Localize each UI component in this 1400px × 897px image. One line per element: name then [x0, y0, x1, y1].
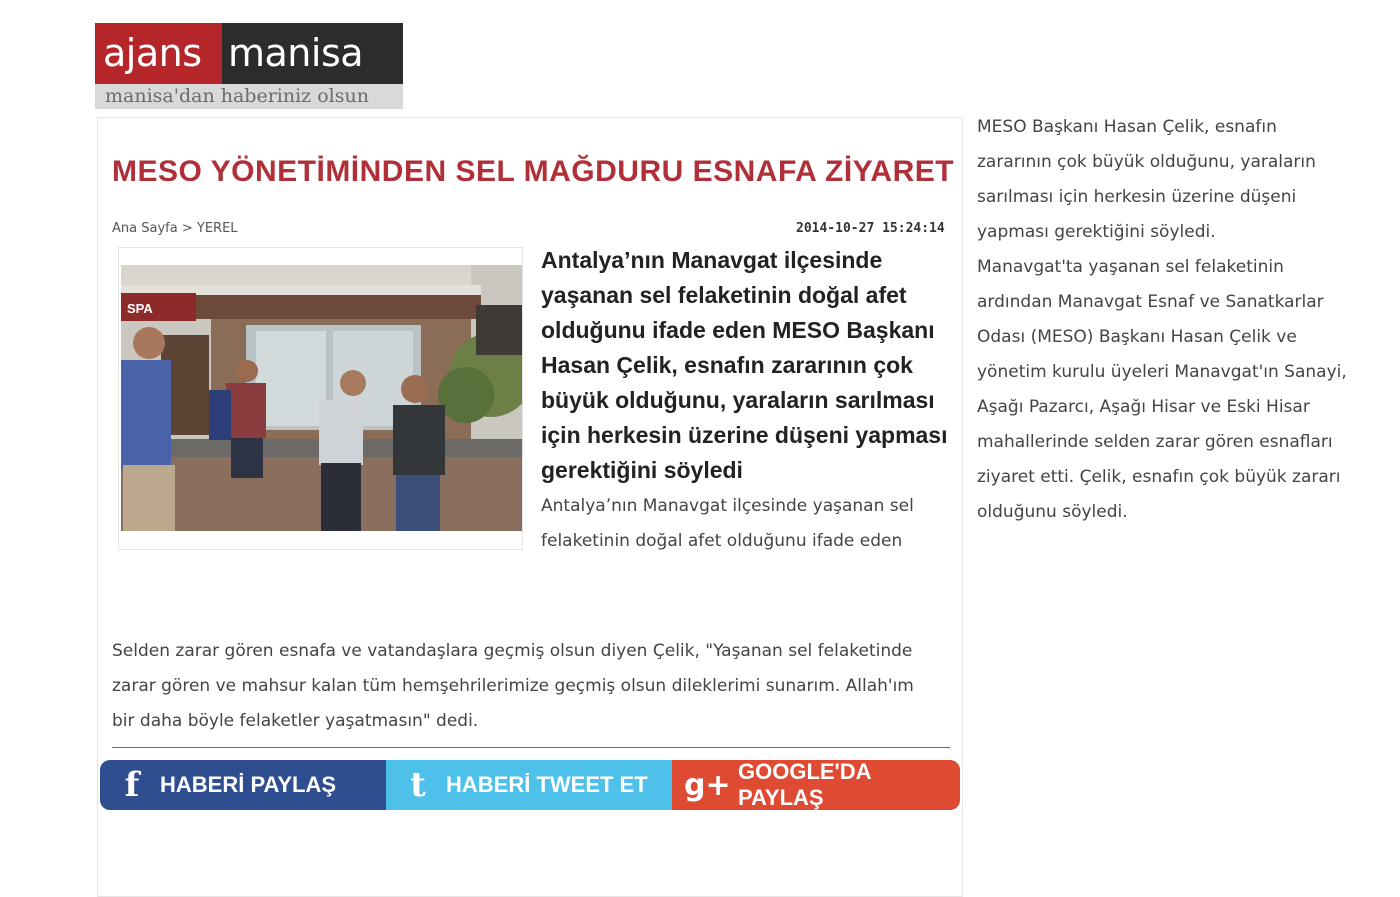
facebook-share-label: HABERİ PAYLAŞ [160, 772, 337, 797]
logo-wordmark [95, 23, 403, 84]
google-plus-icon: g+ [684, 767, 731, 803]
google-share-button[interactable] [672, 760, 960, 810]
article-title: MESO YÖNETİMİNDEN SEL MAĞDURU ESNAFA ZİYARET [112, 155, 955, 188]
article-photo-illustration [121, 265, 522, 531]
twitter-share-label: HABERİ TWEET ET [446, 772, 648, 797]
sidebar-paragraph-2: Manavgat'ta yaşanan sel felaketinin ardından Manavgat Esnaf ve Sanatkarlar Odası (MESO) Başkanı Hasan Çelik ve yönetim kurulu üyeleri Manavgat'ın Sanayi, Aşağı Pazarcı, Aşağı Hisar ve Eski Hisar mahallerinde selden zarar gören esnafları ziyaret etti. Çelik, esnafın çok büyük zararı olduğunu söyledi. [977, 257, 1347, 522]
article-datetime: 2014-10-27 15:24:14 [796, 221, 945, 236]
logo-tagline: manisa'dan haberiniz olsun [95, 84, 403, 109]
site-logo[interactable] [95, 23, 403, 109]
article-lead-body: Antalya’nın Manavgat ilçesinde yaşanan sel felaketinin doğal afet olduğunu ifade eden [541, 496, 914, 551]
sidebar-paragraph-1: MESO Başkanı Hasan Çelik, esnafın zararının çok büyük olduğunu, yaraların sarılması için herkesin üzerine düşeni yapması gerektiğini söyledi. [977, 117, 1316, 242]
twitter-share-button[interactable] [386, 760, 672, 810]
facebook-icon: f [124, 765, 140, 805]
article-photo-frame [118, 247, 523, 550]
photo-shop-sign: SPA [127, 301, 153, 316]
google-share-label: GOOGLE'DA PAYLAŞ [738, 759, 871, 810]
breadcrumb-separator: > [181, 221, 193, 236]
article-body-paragraph: Selden zarar gören esnafa ve vatandaşlara geçmiş olsun diyen Çelik, "Yaşanan sel felaketinde zarar gören ve mahsur kalan tüm hemşehrilerimize geçmiş olsun dileklerimi sunarım. Allah'ım bir daha böyle felaketler yaşatmasın" dedi. [112, 641, 914, 731]
logo-part-ajans: ajans [95, 23, 222, 84]
article-divider [112, 747, 950, 748]
article-lead: Antalya’nın Manavgat ilçesinde yaşanan sel felaketinin doğal afet olduğunu ifade eden MESO Başkanı Hasan Çelik, esnafın zararının çok büyük olduğunu, yaraların sarılması için herkesin üzerine düşeni yapması gerektiğini söyledi [541, 247, 948, 483]
logo-part-manisa: manisa [222, 23, 403, 84]
twitter-icon: t [410, 765, 426, 805]
breadcrumb-category-link[interactable]: YEREL [196, 221, 238, 236]
facebook-share-button[interactable] [100, 760, 386, 810]
breadcrumb-home-link[interactable]: Ana Sayfa [112, 221, 178, 236]
sidebar-summary [977, 110, 1347, 530]
breadcrumb [112, 221, 238, 236]
article-photo [121, 265, 522, 531]
